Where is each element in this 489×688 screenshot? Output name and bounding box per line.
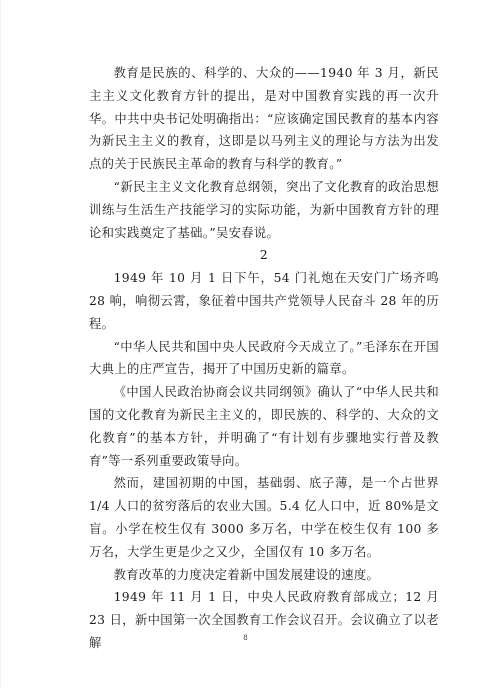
- paragraph: “中华人民共和国中央人民政府今天成立了。”毛泽东在开国大典上的庄严宣告，揭开了中国历史新的篇章。: [89, 339, 439, 377]
- page-number: 8: [243, 634, 248, 642]
- body-text: [89, 62, 439, 655]
- section-number: 2: [259, 248, 269, 263]
- paragraph: 然而，建国初期的中国，基础弱、底子薄，是一个占世界 1/4 人口的贫穷落后的农业大国。5.4 亿人口中，近 80%是文盲。小学在校生仅有 3000 多万名，中学在校生仅有 100 多万名，大学生更是少之又少，全国仅有 10 多万名。: [89, 476, 439, 559]
- paragraph: 《中国人民政治协商会议共同纲领》确认了“中华人民共和国的文化教育为新民主主义的，即民族的、科学的、大众的文化教育”的基本方针，并明确了“有计划有步骤地实行普及教育”等一系列重要政策导向。: [89, 385, 439, 468]
- paragraph: 教育是民族的、科学的、大众的——1940 年 3 月，新民主主义文化教育方针的提出，是对中国教育实践的再一次升华。中共中央书记处明确指出：“应该确定国民教育的基本内容为新民主主义的教育，这即是以马列主义的理论与方法为出发点的关于民族民主革命的教育与科学的教育。”: [89, 66, 439, 172]
- paragraph: “新民主主义文化教育总纲领，突出了文化教育的政治思想训练与生活生产技能学习的实际功能，为新中国教育方针的理论和实践奠定了基础。”吴安春说。: [89, 179, 439, 240]
- paragraph: 1949 年 10 月 1 日下午，54 门礼炮在天安门广场齐鸣 28 响，响彻云霄，象征着中国共产党领导人民奋斗 28 年的历程。: [89, 271, 439, 331]
- paragraph: 1949 年 11 月 1 日，中央人民政府教育部成立；12 月 23 日，新中国第一次全国教育工作会议召开。会议确立了以老解: [89, 590, 439, 650]
- paragraph: 教育改革的力度决定着新中国发展建设的速度。: [113, 567, 380, 582]
